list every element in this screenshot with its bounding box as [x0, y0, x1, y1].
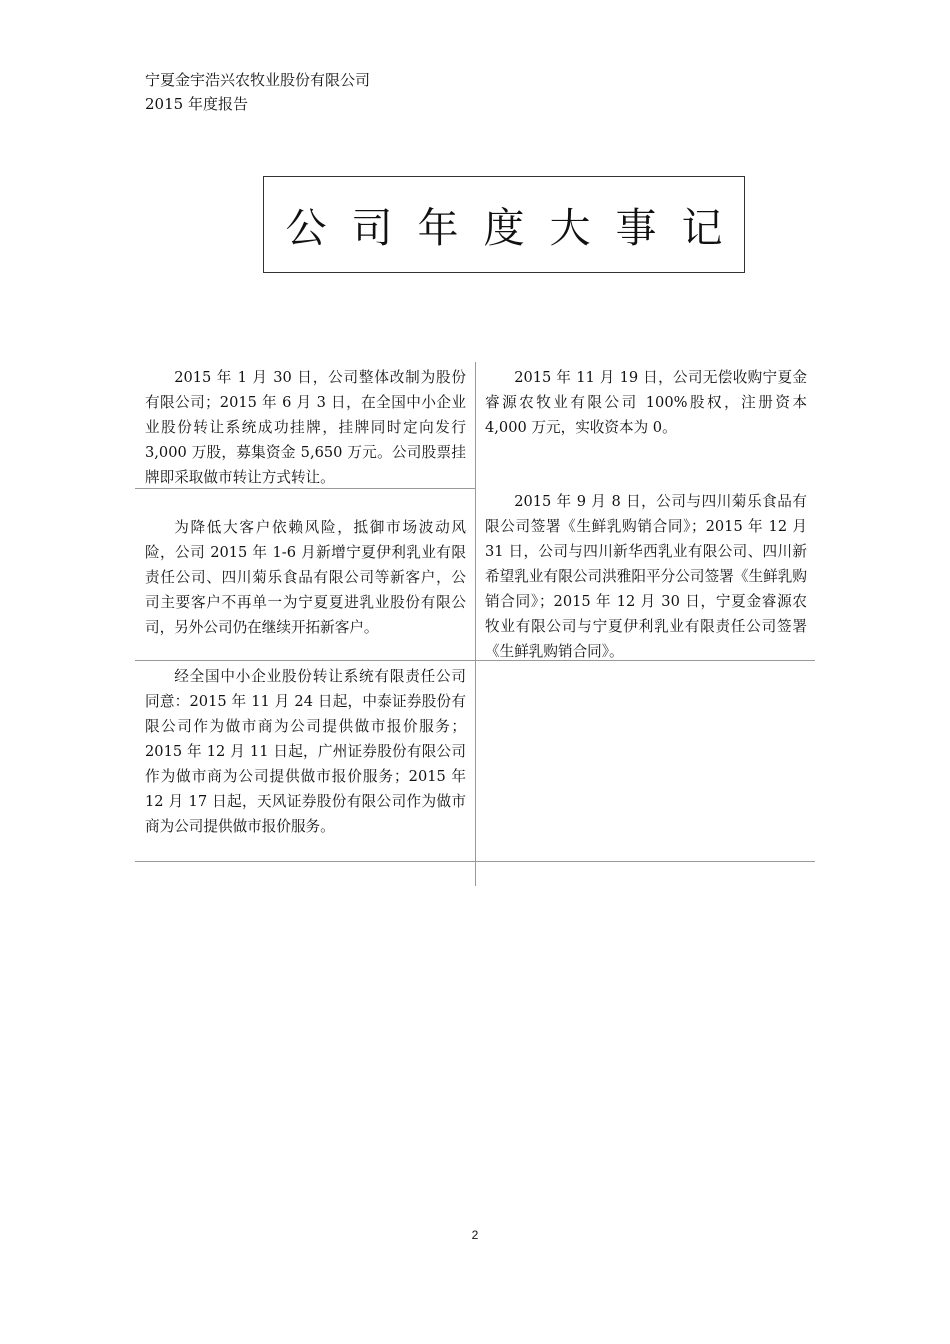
company-name: 宁夏金宇浩兴农牧业股份有限公司 — [145, 71, 371, 89]
row-divider-bottom — [135, 861, 815, 862]
event-cell-right-1 — [485, 365, 807, 440]
page-header — [145, 68, 370, 116]
event-cell-left-2 — [145, 515, 466, 640]
event-text: 经全国中小企业股份转让系统有限责任公司同意：2015 年 11 月 24 日起，中泰证券股份有限公司作为做市商为公司提供做市报价服务；2015 年 12 月 11 日起，广州证券股份有限公司作为做市商为公司提供做市报价服务；2015 年 12 月 17 日起，天风证券股份有限公司作为做市商为公司提供做市报价服务。 — [145, 668, 466, 835]
page-title: 公司年度大事记 — [285, 204, 748, 252]
event-cell-right-2 — [485, 489, 807, 664]
event-cell-left-1 — [145, 365, 466, 490]
event-text: 2015 年 11 月 19 日，公司无偿收购宁夏金睿源农牧业有限公司 100%股权，注册资本 4,000 万元，实收资本为 0。 — [485, 369, 807, 436]
page-number: 2 — [471, 1228, 479, 1242]
event-cell-left-3 — [145, 664, 466, 839]
title-box — [263, 176, 748, 273]
column-divider — [475, 362, 476, 886]
report-label: 2015 年度报告 — [145, 95, 248, 113]
event-text: 2015 年 1 月 30 日，公司整体改制为股份有限公司；2015 年 6 月 3 日，在全国中小企业业股份转让系统成功挂牌，挂牌同时定向发行 3,000 万股，募集资金 5,650 万元。公司股票挂牌即采取做市转让方式转让。 — [145, 369, 466, 486]
event-text: 2015 年 9 月 8 日，公司与四川菊乐食品有限公司签署《生鲜乳购销合同》；2015 年 12 月 31 日，公司与四川新华西乳业有限公司、四川新希望乳业有限公司洪雅阳平分公司签署《生鲜乳购销合同》；2015 年 12 月 30 日，宁夏金睿源农牧业有限公司与宁夏伊利乳业有限责任公司签署《生鲜乳购销合同》。 — [485, 493, 807, 660]
row-divider-left-2 — [135, 660, 475, 661]
event-text: 为降低大客户依赖风险，抵御市场波动风险，公司 2015 年 1-6 月新增宁夏伊利乳业有限责任公司、四川菊乐食品有限公司等新客户，公司主要客户不再单一为宁夏夏进乳业股份有限公司，另外公司仍在继续开拓新客户。 — [145, 519, 466, 636]
